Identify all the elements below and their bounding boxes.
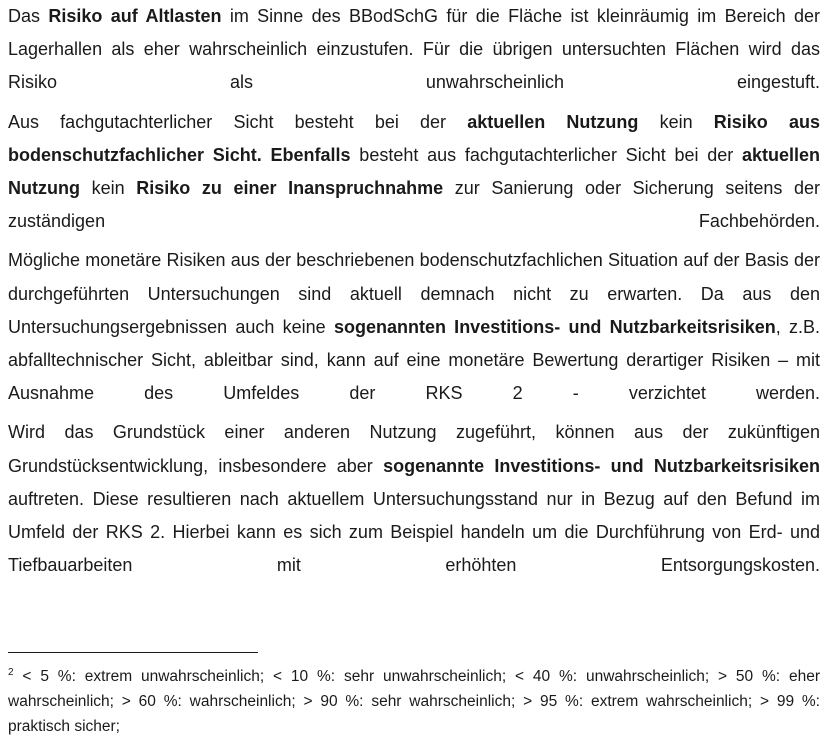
footnote — [8, 660, 820, 739]
paragraph-risk-assessment: Das Risiko auf Altlasten im Sinne des BBodSchG für die Fläche ist kleinräumig im Bereich der Lagerhallen als eher wahrscheinlich einzustufen. Für die übrigen untersuchten Flächen wird das Risiko als unwahrscheinlich eingestuft. — [8, 6, 821, 93]
footnote-separator — [8, 652, 258, 653]
footnote-mark: 2 — [8, 667, 14, 678]
paragraph-monetary-risks: Mögliche monetäre Risiken aus der beschriebenen bodenschutzfachlichen Situation auf der Basis der durchgeführten Untersuchungen sind aktuell demnach nicht zu erwarten. Da aus den Untersuchungsergebnissen auch keine sogenannten Investitions- und Nutzbarkeitsrisiken, z.B. abfalltechnischer Sicht, ableitbar sind, kann auf eine monetäre Bewertung derartiger Risiken – mit Ausnahme des Umfeldes der RKS 2 - verzichtet werden. — [8, 250, 820, 404]
paragraph-current-use: Aus fachgutachterlicher Sicht besteht bei der aktuellen Nutzung kein Risiko aus bodenschutzfachlicher Sicht. Ebenfalls besteht aus fachgutachterlicher Sicht bei der aktuellen Nutzung kein Risiko zu einer Inanspruchnahme zur Sanierung oder Sicherung seitens der zuständigen Fachbehörden. — [8, 111, 820, 232]
footnote-text: < 5 %: extrem unwahrscheinlich; < 10 %: sehr unwahrscheinlich; < 40 %: unwahrscheinlich; > 50 %: eher wahrscheinlich; > 60 %: wahrscheinlich; > 90 %: sehr wahrscheinlich; > 95 %: extrem wahrscheinlich; > 99 %: praktisch sicher; — [8, 668, 820, 735]
paragraph-future-use: Wird das Grundstück einer anderen Nutzung zugeführt, können aus der zukünftigen Grundstücksentwicklung, insbesondere aber sogenannte Investitions- und Nutzbarkeitsrisiken auftreten. Diese resultieren nach aktuellem Untersuchungsstand nur in Bezug auf den Befund im Umfeld der RKS 2. Hierbei kann es sich zum Beispiel handeln um die Durchführung von Erd- und Tiefbauarbeiten mit erhöhten Entsorgungskosten. — [8, 422, 820, 576]
body-text — [8, 0, 820, 588]
